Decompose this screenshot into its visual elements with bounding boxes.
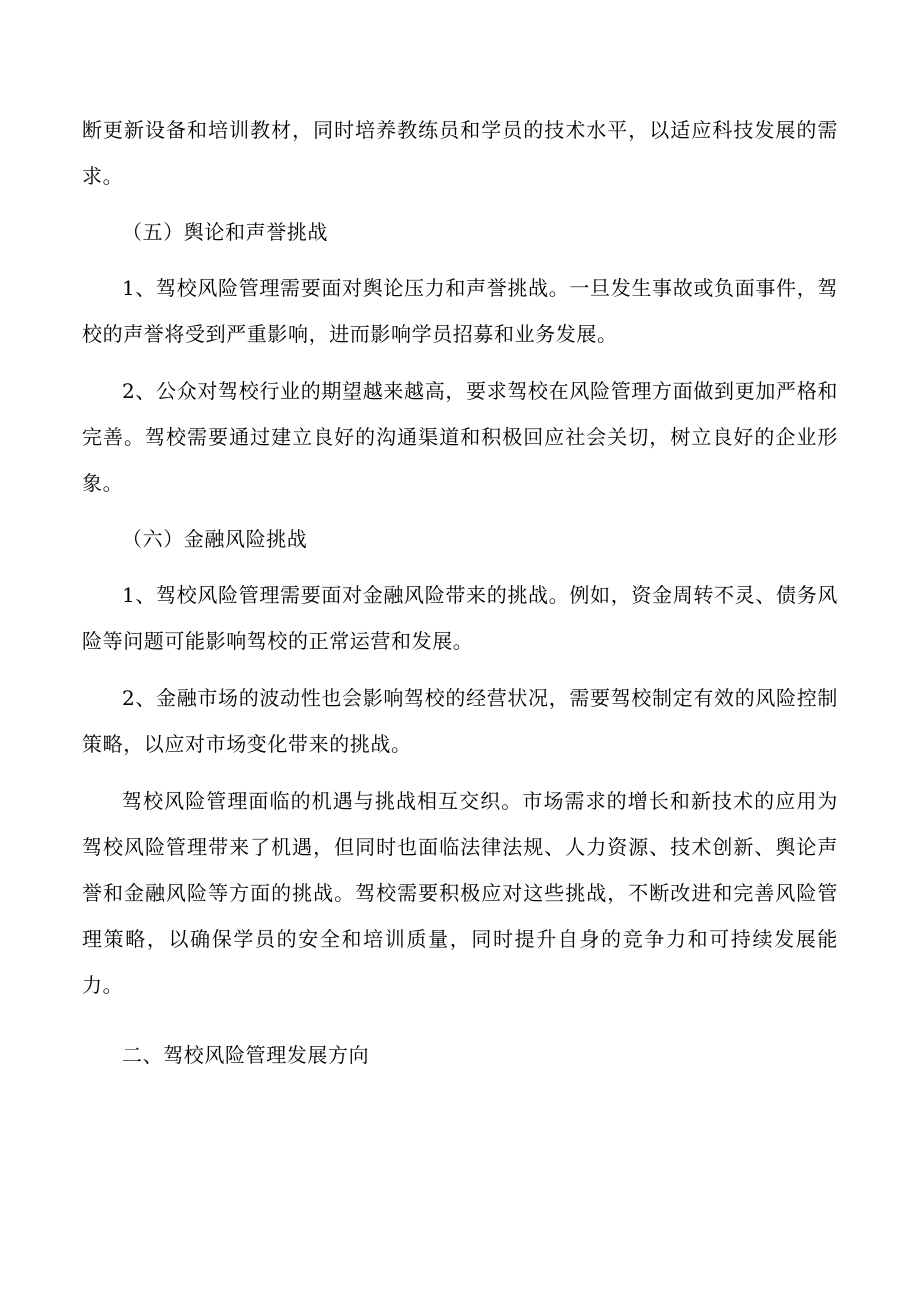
paragraph-financial-1: 1、驾校风险管理需要面对金融风险带来的挑战。例如，资金周转不灵、债务风险等问题可能影响驾校的正常运营和发展。 <box>82 583 838 653</box>
paragraph-opinion-2: 2、公众对驾校行业的期望越来越高，要求驾校在风险管理方面做到更加严格和完善。驾校需要通过建立良好的沟通渠道和积极回应社会关切，树立良好的企业形象。 <box>82 379 838 495</box>
paragraph-opinion-1: 1、驾校风险管理需要面对舆论压力和声誉挑战。一旦发生事故或负面事件，驾校的声誉将受到严重影响，进而影响学员招募和业务发展。 <box>82 276 838 346</box>
section-heading-financial-risk: （六）金融风险挑战 <box>122 527 308 551</box>
section-heading-opinion-reputation: （五）舆论和声誉挑战 <box>122 220 328 244</box>
document-body <box>82 107 838 1078</box>
chapter-heading-development-direction: 二、驾校风险管理发展方向 <box>122 1043 370 1067</box>
paragraph-continuation: 断更新设备和培训教材，同时培养教练员和学员的技术水平，以适应科技发展的需求。 <box>82 118 838 188</box>
paragraph-financial-2: 2、金融市场的波动性也会影响驾校的经营状况，需要驾校制定有效的风险控制策略，以应对市场变化带来的挑战。 <box>82 686 838 756</box>
paragraph-summary: 驾校风险管理面临的机遇与挑战相互交织。市场需求的增长和新技术的应用为驾校风险管理带来了机遇，但同时也面临法律法规、人力资源、技术创新、舆论声誉和金融风险等方面的挑战。驾校需要积极应对这些挑战，不断改进和完善风险管理策略，以确保学员的安全和培训质量，同时提升自身的竞争力和可持续发展能力。 <box>82 789 838 997</box>
